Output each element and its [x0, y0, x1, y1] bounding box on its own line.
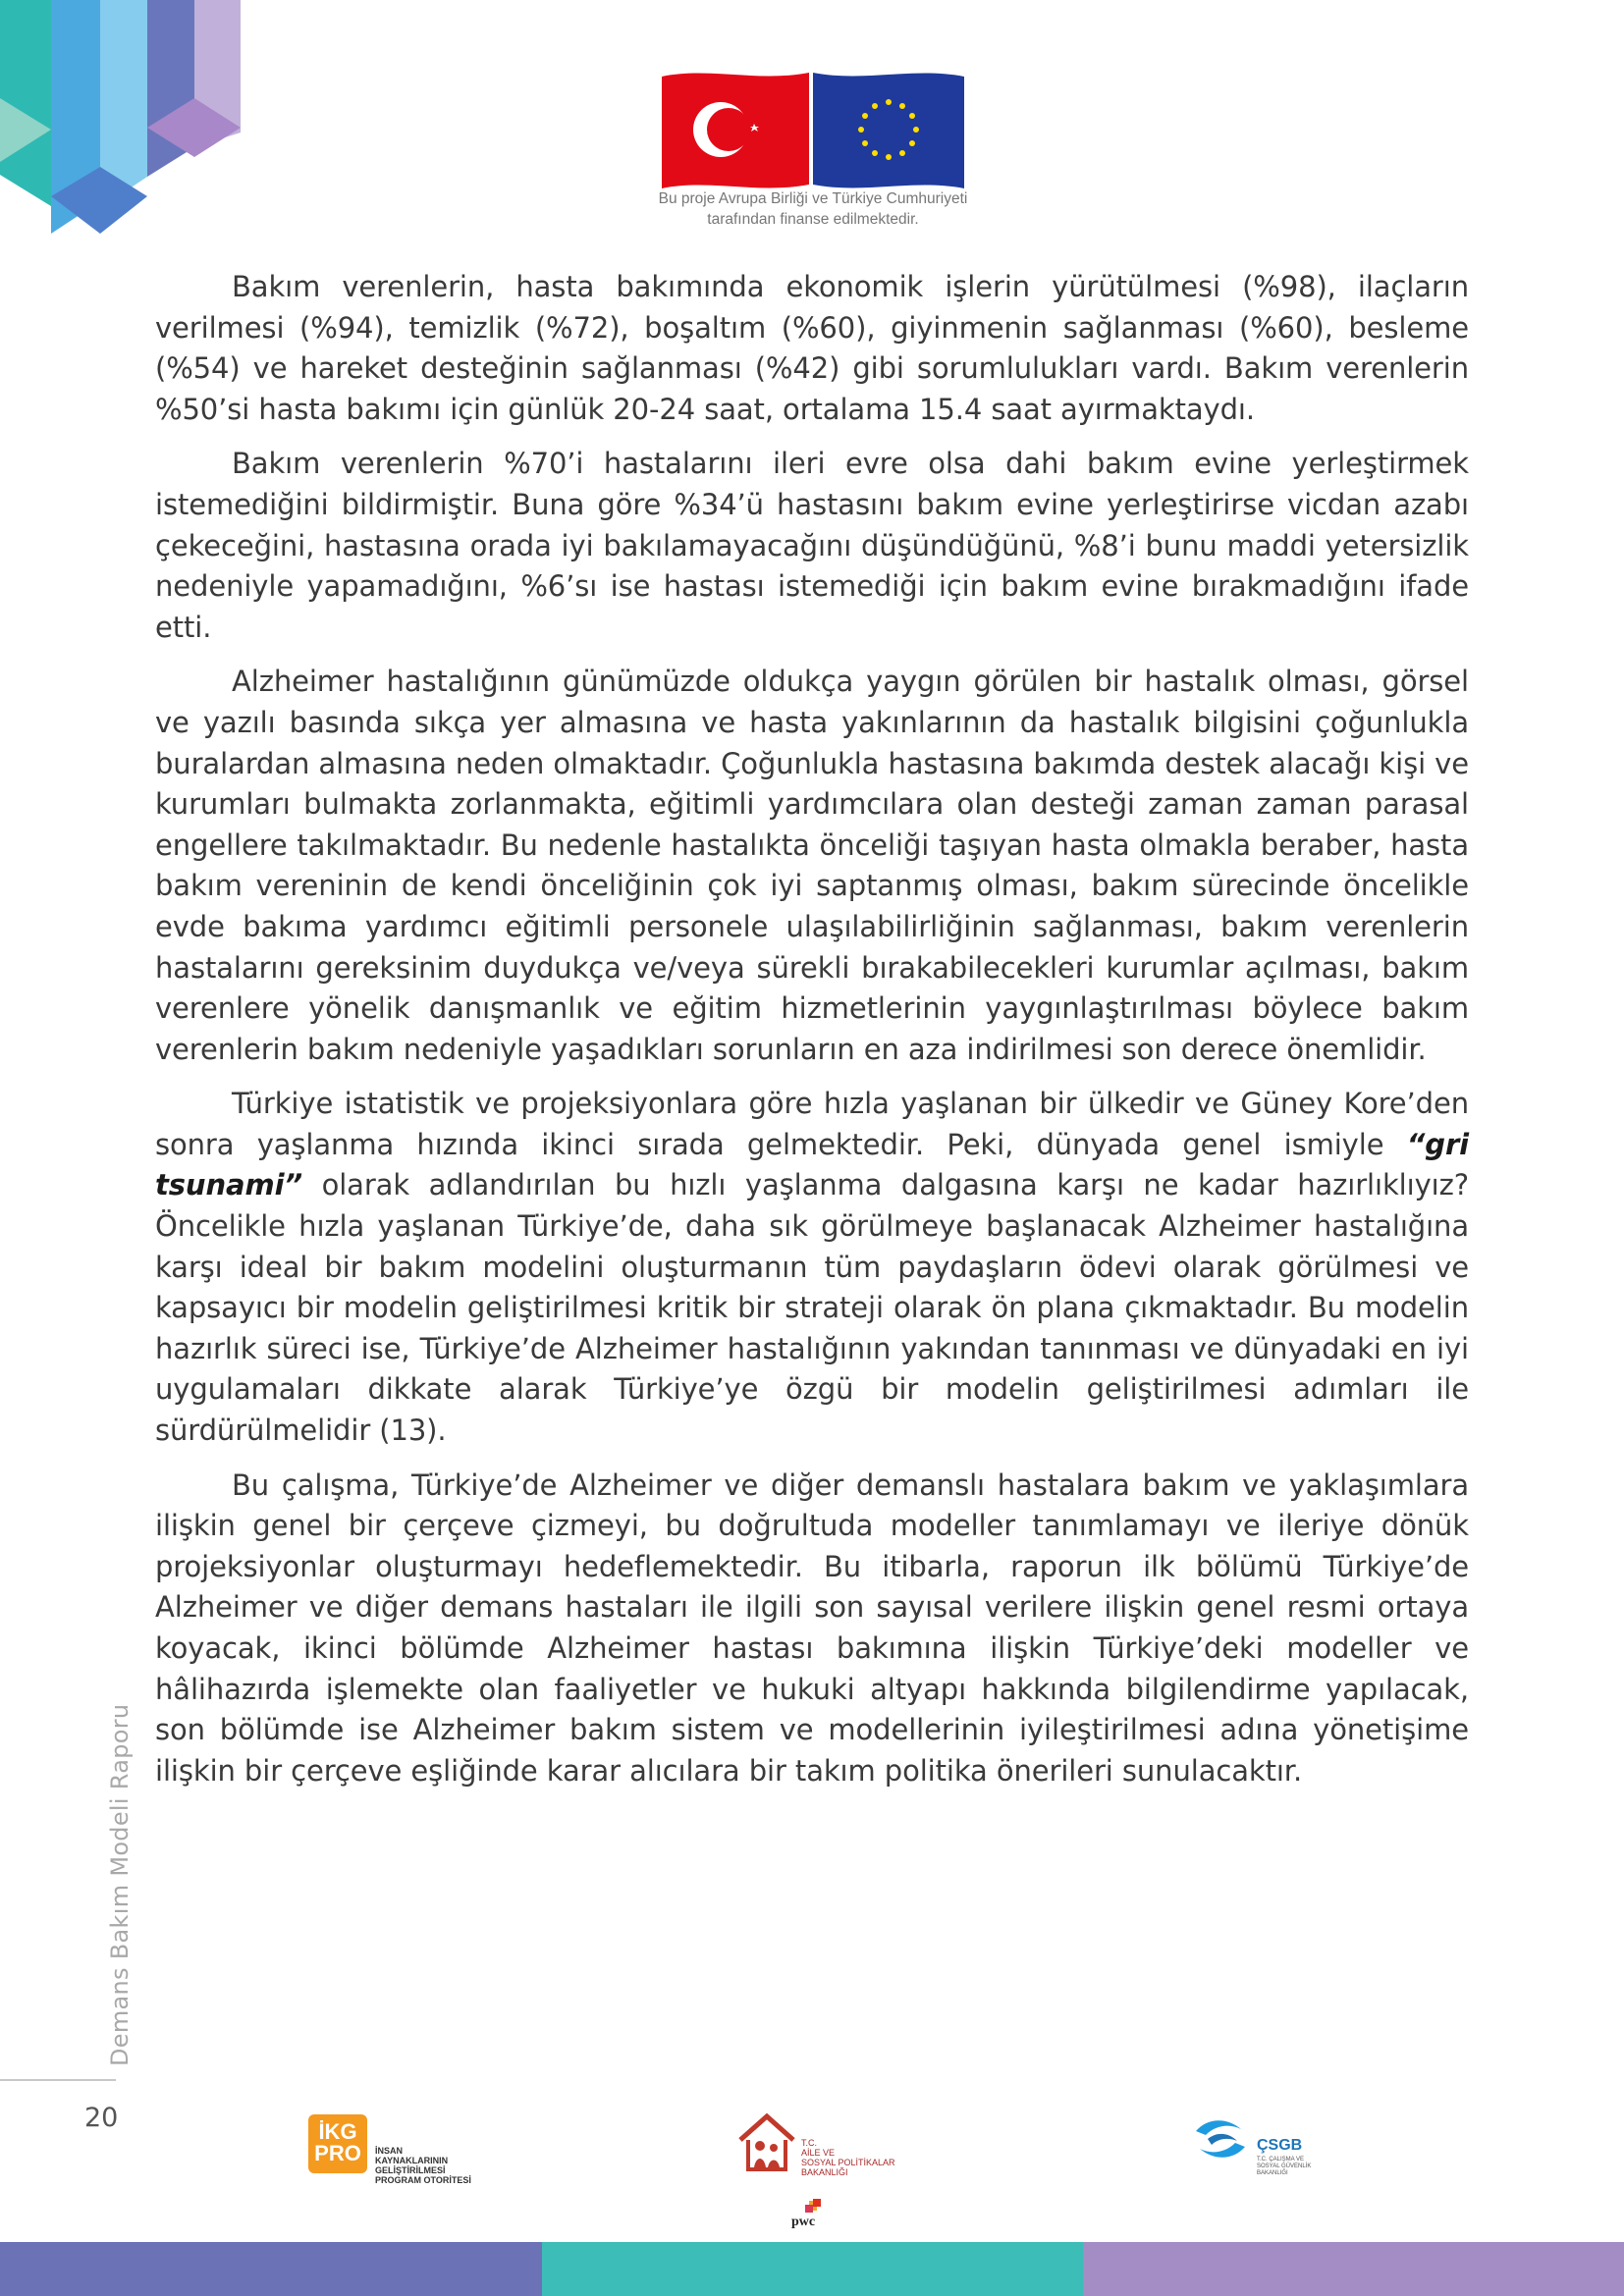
- asp-ministry-logo: [734, 2110, 901, 2179]
- ikg-caption-line-1: İNSAN KAYNAKLARININ: [375, 2146, 449, 2165]
- ikg-caption-line-2: GELİŞTİRİLMESİ: [375, 2165, 446, 2175]
- asp-caption-line-3: SOSYAL POLİTİKALAR: [801, 2158, 895, 2167]
- decorative-ribbons: [0, 0, 245, 245]
- asp-caption: [801, 2138, 895, 2177]
- csgb-caption-line-3: BAKANLIĞI: [1257, 2170, 1288, 2176]
- paragraph-1: Bakım verenlerin, hasta bakımında ekonomik işlerin yürütülmesi (%98), ilaçların verilmesi (%94), temizlik (%72), boşaltım (%60), giyinmenin sağlanması (%60), besleme (%54) ve hareket desteğinin sağlanması (%42) gibi sorumlulukları vardı. Bakım verenlerin %50’si hasta bakımı için günlük 20-24 saat, ortalama 15.4 saat ayırmaktaydı.: [155, 270, 1469, 426]
- asp-caption-line-1: T.C.: [801, 2138, 818, 2148]
- pwc-logo: [791, 2199, 831, 2232]
- body-text: [155, 267, 1469, 1805]
- funding-line-2: tarafından finanse edilmektedir.: [707, 211, 919, 228]
- ikg-caption-line-3: PROGRAM OTORİTESİ: [375, 2175, 471, 2185]
- ikg-pro-mark: [308, 2114, 367, 2173]
- paragraph-3: Alzheimer hastalığının günümüzde oldukça yaygın görülen bir hastalık olması, görsel ve yazılı basında sıkça yer almasına ve hasta yakınlarının da hastalık bilgisini çoğunlukla buralardan almasına neden olmaktadır. Çoğunlukla hastasına bakımda destek alacağı kişi ve kurumları bulmakta zorlanmakta, eğitimli yardımcılara olan desteği zaman zaman parasal engellere takılmaktadır. Bu nedenle hastalıkta önceliği taşıyan hasta olmakla beraber, hasta bakım vereninin de kendi önceliğinin çok iyi saptanmış olması, bakım sürecinde öncelikle evde bakıma yardımcı eğitimli personele ulaşılabilirliğinin sağlanması, bakım verenlerin hastalarını gereksinim duydukça ve/veya sürekli bırakabilecekleri kurumlar açılması, bakım verenlere yönelik danışmanlık ve eğitim hizmetlerinin yaygınlaştırılması böylece bakım verenlerin bakım nedeniyle yaşadıkları sorunların en aza indirilmesi son derece önemlidir.: [155, 665, 1469, 1066]
- pwc-mark-icon: [791, 2199, 831, 2215]
- csgb-caption: [1257, 2157, 1311, 2177]
- paragraph-4-part-1: Türkiye istatistik ve projeksiyonlara göre hızla yaşlanan bir ülkedir ve Güney Kore’den sonra yaşlanma hızında ikinci sırada gelmektedir. Peki, dünyada genel ismiyle: [155, 1087, 1469, 1161]
- family-house-icon: [734, 2110, 799, 2175]
- pwc-wordmark: pwc: [791, 2215, 816, 2229]
- report-side-title: Demans Bakım Modeli Raporu: [106, 1703, 134, 2066]
- csgb-swirl-icon: [1188, 2115, 1253, 2164]
- funding-line-1: Bu proje Avrupa Birliği ve Türkiye Cumhuriyeti: [658, 190, 968, 207]
- asp-caption-line-4: BAKANLIĞI: [801, 2167, 848, 2177]
- footer-bar-middle: [542, 2242, 1083, 2296]
- funding-notice: [628, 188, 998, 230]
- csgb-caption-line-1: T.C. ÇALIŞMA VE: [1257, 2157, 1305, 2163]
- footer-bar-left: [0, 2242, 542, 2296]
- paragraph-4-part-2: olarak adlandırılan bu hızlı yaşlanma dalgasına karşı ne kadar hazırlıklıyız? Öncelikle hızla yaşlanan Türkiye’de, daha sık görülmeye başlanacak Alzheimer hastalığına karşı ideal bir bakım modelini oluşturmanın tüm paydaşların ödevi olarak görülmesi ve kapsayıcı bir modelin geliştirilmesi kritik bir strateji olarak ön plana çıkmaktadır. Bu modelin hazırlık süreci ise, Türkiye’de Alzheimer hastalığının yakından tanınması ve dünyadaki en iyi uygulamaları dikkate alarak Türkiye’ye özgü bir modelin geliştirilmesi adımları ile sürdürülmelidir (13).: [155, 1168, 1469, 1448]
- turkey-eu-flags: [660, 67, 966, 196]
- paragraph-5: Bu çalışma, Türkiye’de Alzheimer ve diğer demanslı hastalara bakım ve yaklaşımlara ilişkin genel bir çerçeve çizmeyi, bu doğrultuda modeller tanımlamayı ve ileriye dönük projeksiyonlar oluşturmayı hedeflemektedir. Bu itibarla, raporun ilk bölümü Türkiye’de Alzheimer ve diğer demans hastaları ile ilgili son sayısal verilere ilişkin genel resmi ortaya koyacak, ikinci bölümde Alzheimer hastası bakımına ilişkin Türkiye’deki modeller ve hâlihazırda işlemekte olan faaliyetler ve hukuki altyapı hakkında bilgilendirme yapılacak, son bölümde ise Alzheimer bakım sistem ve modellerinin iyileştirilmesi adına yönetişime ilişkin bir çerçeve eşliğinde karar alıcılara bir takım politika önerileri sunulacaktır.: [155, 1468, 1469, 1788]
- ikg-pro-logo: [308, 2114, 475, 2185]
- csgb-caption-line-2: SOSYAL GÜVENLİK: [1257, 2163, 1312, 2169]
- ikg-caption: [375, 2146, 475, 2185]
- gri-tsunami-emphasis: “gri tsunami”: [155, 1127, 1469, 1202]
- page-number: 20: [84, 2103, 119, 2133]
- footer-bar-right: [1083, 2242, 1624, 2296]
- csgb-wordmark: ÇSGB: [1257, 2137, 1303, 2154]
- csgb-logo: [1188, 2115, 1326, 2178]
- side-divider: [0, 2079, 116, 2081]
- paragraph-2: Bakım verenlerin %70’i hastalarını ileri evre olsa dahi bakım evine yerleştirmek istemediğini bildirmiştir. Buna göre %34’ü hastasını bakım evine yerleştirirse vicdan azabı çekeceğini, hastasına orada iyi bakılamayacağını düşündüğünü, %8’i bunu maddi yetersizlik nedeniyle yapamadığını, %6’sı ise hastası istemediği için bakım evine bırakmadığını ifade etti.: [155, 447, 1469, 644]
- asp-caption-line-2: AİLE VE: [801, 2148, 836, 2158]
- ikg-mark-line-2: PRO: [314, 2141, 361, 2165]
- ikg-mark-line-1: İKG: [318, 2119, 357, 2144]
- paragraph-4: [155, 1084, 1469, 1451]
